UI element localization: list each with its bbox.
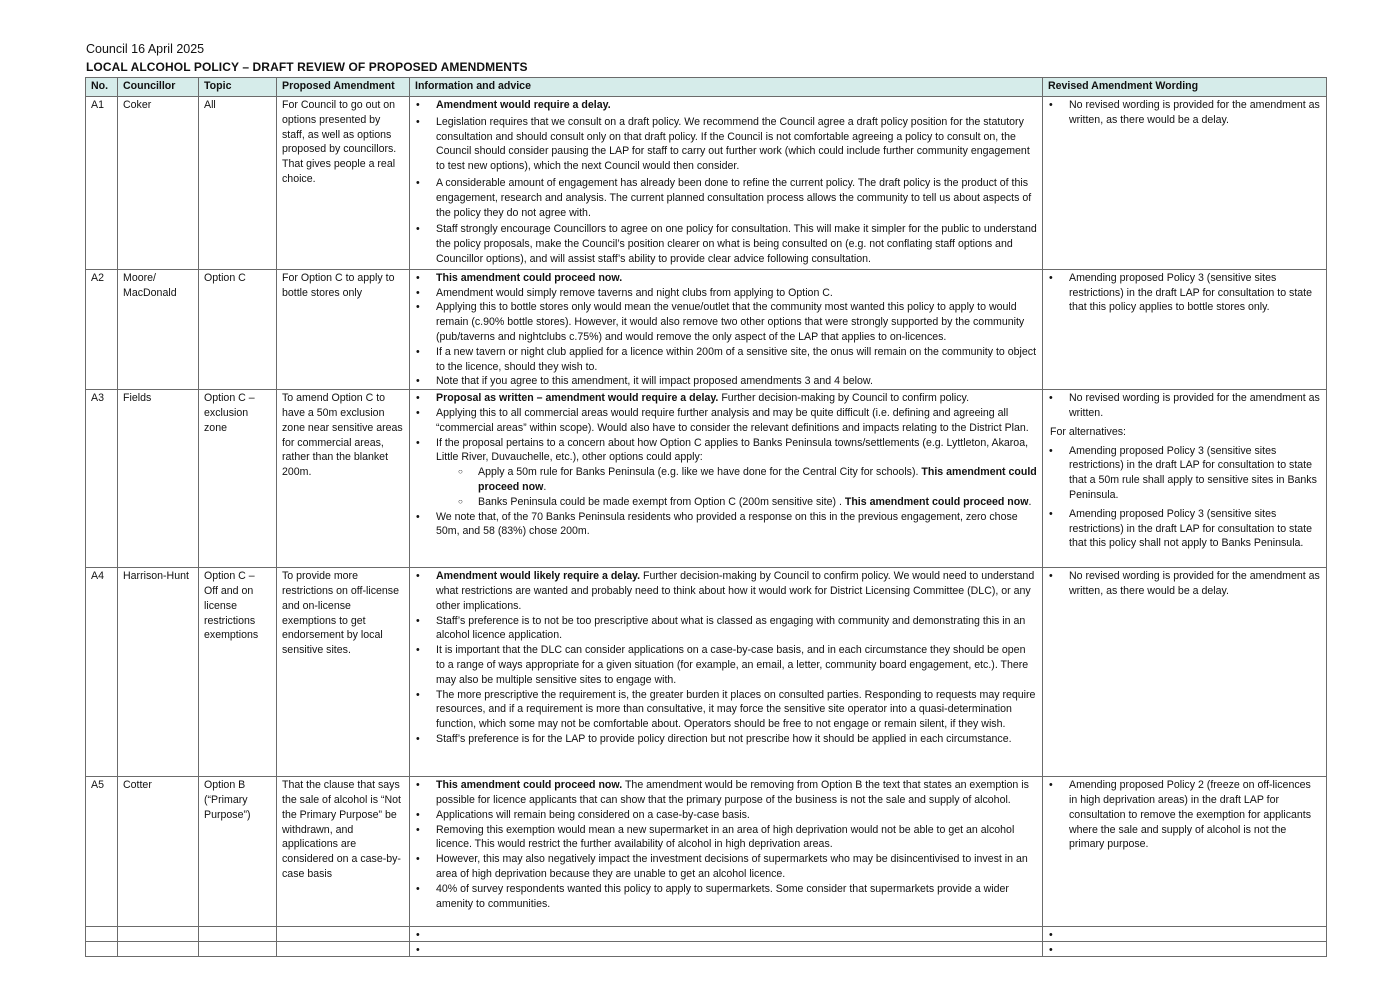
table-header-row [86,78,1327,97]
table-row [86,97,1327,270]
table-row [86,390,1327,568]
cell-councillor: Moore/ MacDonald [118,269,199,389]
cell-no: A3 [86,390,118,568]
info-item: • Removing this exemption would mean a new supermarket in an area of high deprivation would not be able to get an alcohol licence. This would restrict the further availability of alcohol in high deprivation areas. [415,823,1037,853]
info-item: • Staff’s preference is to not be too prescriptive about what is classed as engaging with community and demonstrating this in an alcohol licence application. [415,614,1037,644]
col-header-no: No. [86,78,118,97]
table-row-empty [86,927,1327,942]
cell-topic: Option C – Off and on license restrictions exemptions [199,568,277,777]
cell-no: A4 [86,568,118,777]
info-item: • Staff’s preference is for the LAP to provide policy direction but not prescribe how it should be applied in each circumstance. [415,732,1037,747]
info-item: • Legislation requires that we consult on a draft policy. We recommend the Council agree a draft policy position for the statutory consultation and should consult only on that draft policy. If the Council is not comfortable agreeing a policy to consult on, the Council should consider pausing the LAP for staff to carry out further work (which could include further community engagement to test new options), which the next Council would then consider. [415,115,1037,174]
col-header-revised-wording: Revised Amendment Wording [1043,78,1327,97]
table-row [86,269,1327,389]
cell-proposed: For Option C to apply to bottle stores only [277,269,410,389]
cell-info [410,777,1043,927]
cell-info [410,390,1043,568]
col-header-proposed-amendment: Proposed Amendment [277,78,410,97]
cell-topic: All [199,97,277,270]
cell-no: A2 [86,269,118,389]
col-header-topic: Topic [199,78,277,97]
info-item: • Amendment would simply remove taverns and night clubs from applying to Option C. [415,286,1037,301]
cell-info [410,568,1043,777]
info-subitem: ○ Banks Peninsula could be made exempt from Option C (200m sensitive site) . This amendment could proceed now. [457,495,1037,510]
info-item: • Applying this to all commercial areas would require further analysis and may be quite difficult (i.e. defining and agreeing all “commercial areas” within scope). Would also have to consider the relevant definitions and impacts relating to the District Plan. [415,406,1037,436]
info-item: • 40% of survey respondents wanted this policy to apply to supermarkets. Some consider that supermarkets provide a wider amenity to communities. [415,882,1037,912]
revised-item: • Amending proposed Policy 3 (sensitive sites restrictions) in the draft LAP for consultation to state that this policy shall not apply to Banks Peninsula. [1048,507,1321,551]
info-item: • Applying this to bottle stores only would mean the venue/outlet that the community most wanted this policy to apply to would remain (c.90% bottle stores). However, it would also remove two other options that were strongly supported by the community (pub/taverns and nightclubs c.75%) and would remove the only aspect of the LAP that applies to on-licences. [415,300,1037,344]
cell-revised [1043,269,1327,389]
revised-item: • No revised wording is provided for the amendment as written, as there would be a delay. [1048,98,1321,128]
info-item: • The more prescriptive the requirement is, the greater burden it places on consulted parties. Responding to requests may require resources, and if a requirement is more than consultative, it may force the sensitive site operator into a quasi-determination function, which some may not be comfortable about. Operators should be free to not engage or remain silent, if they wish. [415,688,1037,732]
info-subitem: ○ Apply a 50m rule for Banks Peninsula (e.g. like we have done for the Central City for schools). This amendment could proceed now. [457,465,1037,495]
cell-proposed: To provide more restrictions on off-license and on-license exemptions to get endorsement by local sensitive sites. [277,568,410,777]
info-item: • If the proposal pertains to a concern about how Option C applies to Banks Peninsula towns/settlements (e.g. Lyttleton, Akaroa, Little River, Duvauchelle, etc.), other options could apply: ○ Apply a 50m rule for Banks Peninsula (e.g. like we have done for the Central City for schools). This amendment could proceed now. ○ Banks Peninsula could be made exempt from Option C (200m sensitive site) . This amendment could proceed now. [415,436,1037,510]
cell-revised [1043,777,1327,927]
info-item: • We note that, of the 70 Banks Peninsula residents who provided a response on this in the previous engagement, zero chose 50m, and 58 (83%) chose 200m. [415,510,1037,540]
info-item: • This amendment could proceed now. [415,271,1037,286]
cell-revised [1043,97,1327,270]
info-item: • A considerable amount of engagement has already been done to refine the current policy. The draft policy is the product of this engagement, research and analysis. The current planned consultation process allows the community to tell us about aspects of the policy they do not agree with. [415,176,1037,220]
cell-topic: Option C [199,269,277,389]
revised-item: • Amending proposed Policy 3 (sensitive sites restrictions) in the draft LAP for consultation to state that a 50m rule shall apply to sensitive sites in Banks Peninsula. [1048,444,1321,503]
info-item: • Amendment would require a delay. [415,98,1037,113]
cell-councillor: Harrison-Hunt [118,568,199,777]
cell-councillor: Fields [118,390,199,568]
info-item: • Proposal as written – amendment would require a delay. Further decision-making by Council to confirm policy. [415,391,1037,406]
revised-item: • Amending proposed Policy 2 (freeze on off-licences in high deprivation areas) in the draft LAP for consultation to remove the exemption for applicants where the sale and supply of alcohol is not the primary purpose. [1048,778,1321,852]
table-row [86,777,1327,927]
info-item: • Note that if you agree to this amendment, it will impact proposed amendments 3 and 4 below. [415,374,1037,389]
cell-proposed: For Council to go out on options presented by staff, as well as options proposed by councillors. That gives people a real choice. [277,97,410,270]
page-title: LOCAL ALCOHOL POLICY – DRAFT REVIEW OF PROPOSED AMENDMENTS [86,60,528,74]
page-date: Council 16 April 2025 [86,42,205,56]
revised-item: • Amending proposed Policy 3 (sensitive sites restrictions) in the draft LAP for consultation to state that this policy applies to bottle stores only. [1048,271,1321,315]
cell-councillor: Coker [118,97,199,270]
table-row-empty [86,942,1327,957]
cell-info [410,97,1043,270]
revised-note: For alternatives: [1050,425,1126,438]
col-header-councillor: Councillor [118,78,199,97]
revised-item: • No revised wording is provided for the amendment as written. [1048,391,1321,421]
info-item: • It is important that the DLC can consider applications on a case-by-case basis, and in each circumstance they should be open to a range of ways appropriate for a given situation (for example, an email, a letter, community board engagement, etc.). There may also be multiple sensitive sites to engage with. [415,643,1037,687]
cell-proposed: To amend Option C to have a 50m exclusion zone near sensitive areas for commercial areas, rather than the blanket 200m. [277,390,410,568]
cell-proposed: That the clause that says the sale of alcohol is “Not the Primary Purpose” be withdrawn, and applications are considered on a case-by-case basis [277,777,410,927]
cell-no: A1 [86,97,118,270]
col-header-information-advice: Information and advice [410,78,1043,97]
cell-revised [1043,390,1327,568]
info-item: • However, this may also negatively impact the investment decisions of supermarkets who may be disincentivised to invest in an area of high deprivation because they are unable to get an alcohol licence. [415,852,1037,882]
cell-info [410,269,1043,389]
cell-topic: Option B (“Primary Purpose”) [199,777,277,927]
info-item: • Amendment would likely require a delay. Further decision-making by Council to confirm policy. We would need to understand what restrictions are wanted and probably need to think about how it would work for District Licensing Committee (DLC), or any other implications. [415,569,1037,613]
cell-no: A5 [86,777,118,927]
cell-councillor: Cotter [118,777,199,927]
info-item: • Staff strongly encourage Councillors to agree on one policy for consultation. This will make it simpler for the public to understand the policy proposals, make the Council’s position clearer on what is being consulted on (e.g. not conflating staff options and Councillor options), and will assist staff’s ability to provide clear advice following consultation. [415,222,1037,266]
table-row [86,568,1327,777]
info-item: • Applications will remain being considered on a case-by-case basis. [415,808,1037,823]
cell-topic: Option C – exclusion zone [199,390,277,568]
info-item: • If a new tavern or night club applied for a licence within 200m of a sensitive site, the onus will remain on the community to object to the licence, should they wish to. [415,345,1037,375]
cell-revised [1043,568,1327,777]
amendments-table [85,77,1327,957]
info-item: • This amendment could proceed now. The amendment would be removing from Option B the text that states an exemption is possible for licence applicants that can show that the primary purpose of the business is not the sale and supply of alcohol. [415,778,1037,808]
revised-item: • No revised wording is provided for the amendment as written, as there would be a delay. [1048,569,1321,599]
